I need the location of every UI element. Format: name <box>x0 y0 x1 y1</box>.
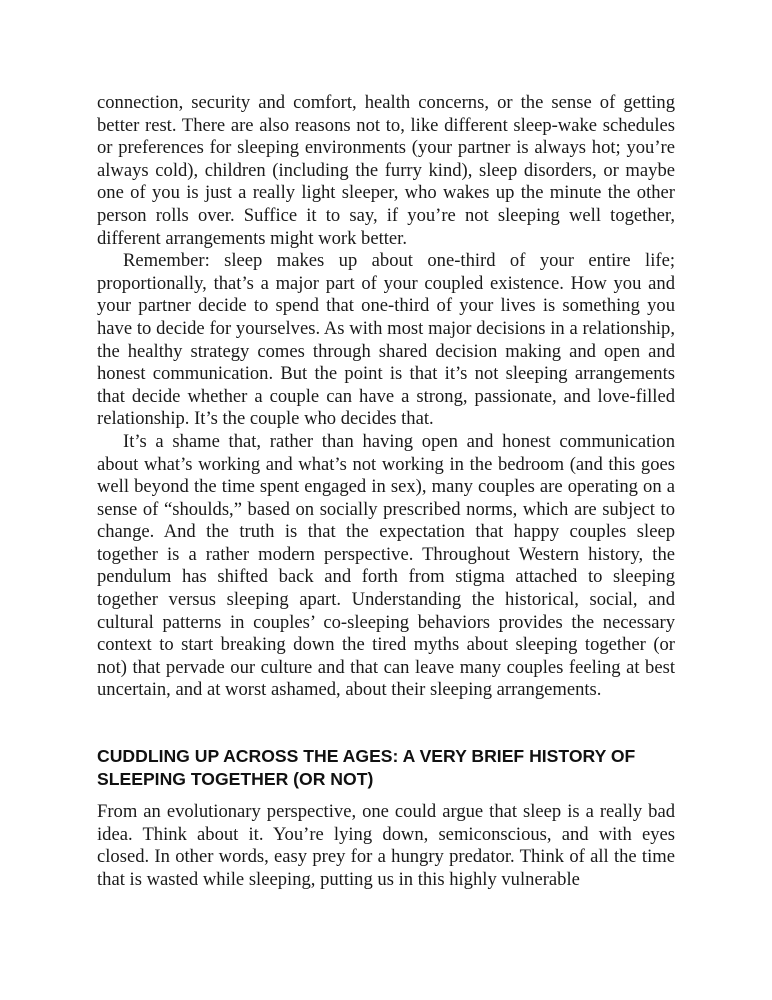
section-paragraph: From an evolutionary perspective, one could argue that sleep is a really bad idea. Think about it. You’re lying down, semiconscious, and with eyes closed. In other words, easy prey for a hungry predator. Think of all the time that is wasted while sleeping, putting us in this highly vulnerable <box>97 801 675 890</box>
body-paragraph-1: connection, security and comfort, health concerns, or the sense of getting better rest. There are also reasons not to, like different sleep-wake schedules or preferences for sleeping environments (your partner is always hot; you’re always cold), children (including the furry kind), sleep disorders, or maybe one of you is just a really light sleeper, who wakes up the minute the other person rolls over. Suffice it to say, if you’re not sleeping well together, different arrangements might work better. <box>97 92 675 249</box>
section-heading: CUDDLING UP ACROSS THE AGES: A VERY BRIEF HISTORY OF SLEEPING TOGETHER (OR NOT) <box>97 746 636 789</box>
body-paragraph-2: Remember: sleep makes up about one-third of your entire life; proportionally, that’s a major part of your coupled existence. How you and your partner decide to spend that one-third of your lives is something you have to decide for yourselves. As with most major decisions in a relationship, the healthy strategy comes through shared decision making and open and honest communication. But the point is that it’s not sleeping arrangements that decide whether a couple can have a strong, passionate, and love-filled relationship. It’s the couple who decides that. <box>97 250 675 430</box>
document-page <box>97 92 675 892</box>
body-paragraph-3: It’s a shame that, rather than having open and honest communication about what’s working and what’s not working in the bedroom (and this goes well beyond the time spent engaged in sex), many couples are operating on a sense of “shoulds,” based on socially prescribed norms, which are subject to change. And the truth is that the expectation that happy couples sleep together is a rather modern perspective. Throughout Western history, the pendulum has shifted back and forth from stigma attached to sleeping together versus sleeping apart. Understanding the historical, social, and cultural patterns in couples’ co-sleeping behaviors provides the necessary context to start breaking down the tired myths about sleeping together (or not) that pervade our culture and that can leave many couples feeling at best uncertain, and at worst ashamed, about their sleeping arrangements. <box>97 430 675 701</box>
